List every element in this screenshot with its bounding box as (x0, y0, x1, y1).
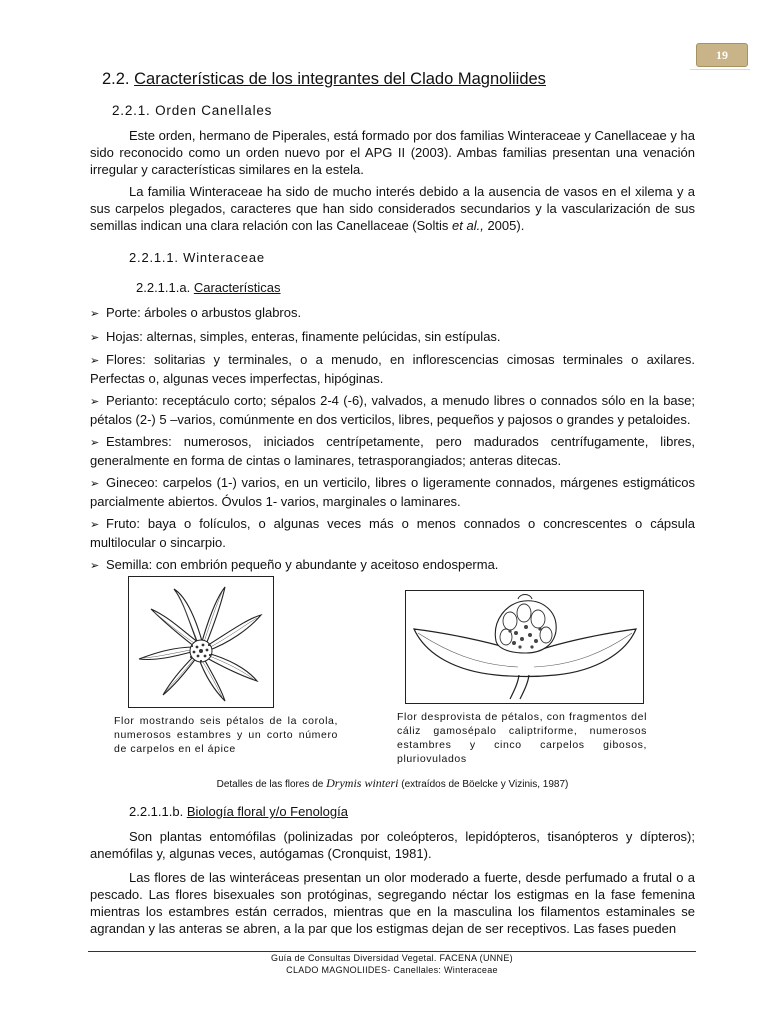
bullet-hojas (90, 328, 695, 347)
arrow-bullet-icon: ➢ (90, 308, 100, 320)
paragraph-canellales-2-end: 2005). (483, 218, 525, 233)
subsection-title-text: Biología floral y/o Fenología (186, 804, 348, 819)
arrow-bullet-icon: ➢ (90, 519, 100, 531)
section-title-text: Características de los integrantes del Clado Magnoliides (134, 70, 546, 88)
section-title (102, 70, 546, 89)
subsection-number: 2.2.1.1.a. (136, 280, 194, 295)
subsection-number: 2.2.1.1.b. (129, 804, 187, 819)
figure-caption (90, 776, 695, 791)
citation-et-al: et al., (452, 218, 484, 233)
bullet-text: Fruto: baya o folículos, o algunas veces más o menos connados o concrescentes o cápsula multilocular o sincarpio. (90, 516, 695, 550)
page-number-rule (690, 69, 750, 70)
bullet-text: Perianto: receptáculo corto; sépalos 2-4 (-6), valvados, a menudo libres o connados sólo en la base; pétalos (2-) 5 –varios, comúnmente en dos verticilos, libres, pequeños y pajosos o grandes y petaloides. (90, 393, 695, 427)
bullet-porte (90, 304, 695, 323)
arrow-bullet-icon: ➢ (90, 478, 100, 490)
footer-divider (88, 951, 696, 952)
subsection-title-caracteristicas (136, 280, 281, 295)
figure-caption-species: Drymis winteri (326, 776, 399, 790)
arrow-bullet-icon: ➢ (90, 560, 100, 572)
paragraph-canellales-2-text: La familia Winteraceae ha sido de mucho interés debido a la ausencia de vasos en el xilema y a sus carpelos plegados, caracteres que han sido considerados secundarios y la vascularización de sus semillas indican una clara relación con las Canellaceae (Soltis (90, 184, 695, 233)
bullet-perianto (90, 392, 695, 428)
bullet-text: Semilla: con embrión pequeño y abundante y aceitoso endosperma. (106, 557, 499, 572)
section-title-number: 2.2. (102, 70, 130, 88)
arrow-bullet-icon: ➢ (90, 332, 100, 344)
figure-left-caption: Flor mostrando seis pétalos de la corola, numerosos estambres y un corto número de carpelos en el ápice (114, 715, 338, 755)
paragraph-canellales-2 (90, 183, 695, 234)
page-number-badge: 19 (696, 43, 748, 67)
bullet-text: Gineceo: carpelos (1-) varios, en un verticilo, libres o ligeramente connados, márgenes estigmáticos parcialmente abiertos. Óvulos 1- varios, marginales o laminares. (90, 475, 695, 509)
subsection-title-biologia-floral (129, 804, 348, 819)
figure-flower-calyx (405, 590, 644, 704)
bullet-flores (90, 351, 695, 387)
footer-line-1: Guía de Consultas Diversidad Vegetal. FACENA (UNNE) (271, 953, 513, 963)
subsection-title-text: Características (193, 280, 281, 295)
paragraph-canellales-1: Este orden, hermano de Piperales, está formado por dos familias Winteraceae y Canellaceae y ha sido reconocido como un orden nuevo por el APG II (2003). Ambas familias presentan una venación irregular y características similares en la estela. (90, 128, 695, 177)
bullet-text: Flores: solitarias y terminales, o a menudo, en inflorescencias cimosas terminales o axilares. Perfectas o, algunas veces imperfectas, hipóginas. (90, 352, 695, 386)
arrow-bullet-icon: ➢ (90, 437, 100, 449)
bullet-semilla (90, 556, 695, 575)
bullet-text: Porte: árboles o arbustos glabros. (106, 305, 302, 320)
bullet-fruto (90, 515, 695, 551)
arrow-bullet-icon: ➢ (90, 396, 100, 408)
flower-calyx-illustration (406, 591, 643, 703)
paragraph-biologia-1: Son plantas entomófilas (polinizadas por coleópteros, lepidópteros, tisanópteros y dípteros); anemófilas y, algunas veces, autógamas (Cronquist, 1981). (90, 829, 695, 861)
bullet-text: Hojas: alternas, simples, enteras, finamente pelúcidas, sin estípulas. (106, 329, 501, 344)
subsection-title-winteraceae: 2.2.1.1. Winteraceae (129, 250, 265, 265)
flower-petals-illustration (129, 577, 273, 707)
bullet-estambres (90, 433, 695, 469)
bullet-gineceo (90, 474, 695, 510)
figure-caption-source: (extraídos de Böelcke y Vizinis, 1987) (398, 779, 569, 790)
figure-right-caption: Flor desprovista de pétalos, con fragmentos del cáliz gamosépalo caliptriforme, numerosos estambres y cinco carpelos gibosos, pluriovulados (397, 711, 647, 765)
figure-flower-petals (128, 576, 274, 708)
paragraph-biologia-2: Las flores de las winteráceas presentan un olor moderado a fuerte, desde perfumado a frutal o a pescado. Las flores bisexuales son protóginas, segregando néctar los estigmas en la fase femenina mientras los estambres están cerrados, mientras que en la masculina los filamentos estaminales se agrandan y las anteras se abren, a la par que los estigmas dejan de ser receptivos. Las fases pueden (90, 870, 695, 936)
subsection-title-canellales: 2.2.1. Orden Canellales (112, 103, 273, 118)
bullet-text: Estambres: numerosos, iniciados centrípetamente, pero madurados centrífugamente, libres, generalmente en forma de cintas o laminares, tetrasporangiados; anteras ditecas. (90, 434, 695, 468)
figure-caption-text: Detalles de las flores de (216, 779, 327, 790)
footer-line-2: CLADO MAGNOLIIDES- Canellales: Winteraceae (286, 965, 498, 975)
arrow-bullet-icon: ➢ (90, 355, 100, 367)
